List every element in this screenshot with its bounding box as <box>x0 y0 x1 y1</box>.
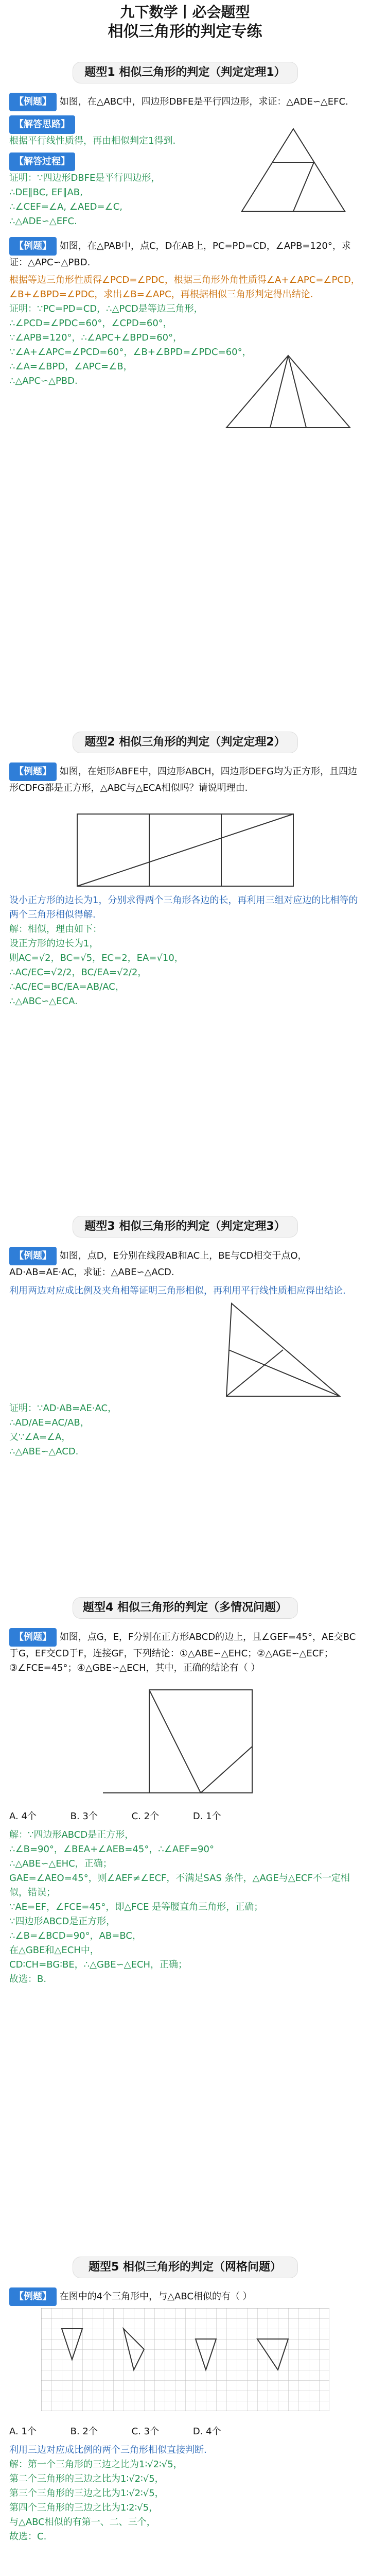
think-text: 利用两边对应成比例及夹角相等证明三角形相似，再利用平行线性质相应得出结论. <box>9 1285 346 1296</box>
option-a: A. 1个 <box>9 2426 37 2437</box>
proof-line-5: 故选：C. <box>9 2531 47 2542</box>
variant-proof-0: 证明：∵PC=PD=CD，∴△PCD是等边三角形， <box>9 303 203 314</box>
section-4 <box>0 1597 370 1987</box>
option-b: B. 3个 <box>70 1811 98 1822</box>
proof-line-2: 又∵∠A=∠A， <box>9 1432 71 1443</box>
topic-title: 题型5 相似三角形的判定（网格问题） <box>73 2257 298 2278</box>
section-2 <box>0 732 370 1009</box>
proof-badge: 【解答过程】 <box>9 152 75 171</box>
proof-line-1: ∴∠B=90°，∠BEA+∠AEB=45°，∴∠AEF=90° <box>9 1844 214 1855</box>
think-text: 根据平行线性质得，再由相似判定1得到. <box>9 135 176 146</box>
variant-proof-2: ∵∠APB=120°，∴∠APC+∠BPD=60°， <box>9 332 183 343</box>
proof-line-6: ∴∠B=∠BCD=90°，AB=BC， <box>9 1930 142 1941</box>
variant-proof-4: ∴∠A=∠BPD，∠APC=∠B， <box>9 361 133 372</box>
option-b: B. 2个 <box>70 2426 98 2437</box>
variant-think: 根据等边三角形性质得∠PCD=∠PDC，根据三角形外角性质得∠A+∠APC=∠PCD，∠B+∠BPD=∠PDC，求出∠B=∠APC，再根据相似三角形判定得出结论. <box>9 275 360 300</box>
section-1 <box>0 62 370 388</box>
triangle-abc-figure <box>216 1293 350 1406</box>
example-badge: 【例题】 <box>9 1628 57 1647</box>
example-body: 在图中的4个三角形中，与△ABC相似的有（ ） <box>59 2291 252 2302</box>
proof-line-4: ∴AC/EC=BC/EA=AB/AC， <box>9 981 125 992</box>
option-d: D. 1个 <box>192 1811 221 1822</box>
example-body: 如图，在△ABC中，四边形DBFE是平行四边形，求证：△ADE∽△EFC. <box>59 96 348 107</box>
think-badge: 【解答思路】 <box>9 115 75 134</box>
proof-line-2: ∴△ABE∽△EHC，正确； <box>9 1858 112 1869</box>
proof-line-1: 第二个三角形的三边之比为1∶√2∶√5， <box>9 2473 164 2484</box>
proof-line-0: 证明：∵四边形DBFE是平行四边形， <box>9 173 161 183</box>
example-badge: 【例题】 <box>9 1247 57 1265</box>
header-title: 九下数学丨必会题型 <box>120 4 250 21</box>
variant-proof-5: ∴△APC∽△PBD. <box>9 376 78 386</box>
proof-line-3: GAE=∠AEO=45°，则∠AEF≠∠ECF，不满足SAS 条件，△AGE与△ECF不一定相似，错误； <box>9 1873 350 1898</box>
square-figure <box>93 1685 278 1808</box>
rectangle-squares-figure <box>72 804 298 896</box>
section-5 <box>0 2257 370 2544</box>
options <box>9 2425 361 2439</box>
example-badge: 【例题】 <box>9 2287 57 2306</box>
proof-line-4: ∵AE=EF，∠FCE=45°，即△FCE 是等腰直角三角形，正确； <box>9 1902 263 1912</box>
triangle-parallelogram-figure <box>237 124 350 216</box>
example-body: 如图，点D，E分别在线段AB和AC上，BE与CD相交于点O，AD·AB=AE·AC，求证：△ABE∽△ACD. <box>9 1250 307 1278</box>
example-badge: 【例题】 <box>9 93 57 111</box>
variant-text: 如图，在△PAB中，点C，D在AB上，PC=PD=CD，∠APB=120°，求证：△APC∽△PBD. <box>9 241 351 268</box>
example-text <box>9 93 361 111</box>
variant-proof-3: ∵∠A+∠APC=∠PCD=60°，∠B+∠BPD=∠PDC=60°， <box>9 347 252 358</box>
proof-line-1: ∴DE∥BC, EF∥AB, <box>9 187 83 198</box>
proof-line-0: 解：相似，理由如下： <box>9 924 102 935</box>
proof-line-3: ∴△ADE∽△EFC. <box>9 216 77 227</box>
topic-title: 题型1 相似三角形的判定（判定定理1） <box>73 62 298 83</box>
variant-proof-1: ∴∠PCD=∠PDC=60°，∠CPD=60°， <box>9 318 172 329</box>
proof-line-5: ∴△ABC∽△ECA. <box>9 996 78 1007</box>
option-d: D. 4个 <box>192 2426 221 2437</box>
proof-line-5: ∵四边形ABCD是正方形， <box>9 1916 116 1927</box>
option-c: C. 3个 <box>131 2426 160 2437</box>
topic-title: 题型4 相似三角形的判定（多情况问题） <box>73 1597 298 1619</box>
proof-line-1: 设正方形的边长为1， <box>9 938 99 949</box>
variant-badge: 【例题】 <box>9 237 57 256</box>
option-c: C. 2个 <box>131 1811 160 1822</box>
section-3 <box>0 1216 370 1459</box>
proof-line-4: 与△ABC相似的有第一、二、三个， <box>9 2517 156 2528</box>
proof-line-1: ∴AD/AE=AC/AB， <box>9 1417 90 1428</box>
header <box>0 0 370 42</box>
topic-title: 题型3 相似三角形的判定（判定定理3） <box>73 1216 298 1238</box>
option-a: A. 4个 <box>9 1811 37 1822</box>
grid-figure <box>41 2308 329 2411</box>
proof-line-8: CD∶CH=BG∶BE，∴△GBE∽△ECH，正确； <box>9 1959 188 1970</box>
proof-line-2: 第三个三角形的三边之比为1∶√2∶√5， <box>9 2488 164 2499</box>
think-text: 设小正方形的边长为1，分别求得两个三角形各边的长，再利用三组对应边的比相等的两个三角形相似得解. <box>9 895 358 920</box>
example-body: 如图，点G，E，F分别在正方形ABCD的边上，且∠GEF=45°，AE交BC于G，EF交CD于F，连接GF，下列结论：①△ABE∽△EHC；②△AGE∽△ECF；③∠FCE=45°；④△GBE∽△ECH，其中，正确的结论有（ ） <box>9 1632 356 1673</box>
proof-line-3: ∴AC/EC=√2/2，BC/EA=√2/2， <box>9 967 147 978</box>
options <box>9 1809 361 1824</box>
proof-line-3: ∴△ABE∽△ACD. <box>9 1446 79 1457</box>
proof-line-3: 第四个三角形的三边之比为1∶2∶√5， <box>9 2502 158 2513</box>
proof-line-2: 则AC=√2，BC=√5，EC=2，EA=√10， <box>9 953 184 963</box>
think-text: 利用三边对应成比例的两个三角形相似直接判断. <box>9 2445 207 2455</box>
proof-line-2: ∴∠CEF=∠A, ∠AED=∠C, <box>9 201 123 212</box>
triangle-pab-figure <box>221 350 355 433</box>
topic-title: 题型2 相似三角形的判定（判定定理2） <box>73 732 298 753</box>
proof-line-7: 在△GBE和△ECH中， <box>9 1945 99 1956</box>
proof-line-0: 解：第一个三角形的三边之比为1∶√2∶√5， <box>9 2459 183 2470</box>
proof-line-0: 解：∵四边形ABCD是正方形， <box>9 1829 134 1840</box>
example-badge: 【例题】 <box>9 762 57 781</box>
header-subtitle: 相似三角形的判定专练 <box>108 23 262 41</box>
proof-line-9: 故选：B. <box>9 1974 47 1985</box>
proof-line-0: 证明：∵AD·AB=AE·AC， <box>9 1403 117 1414</box>
example-body: 如图，在矩形ABFE中，四边形ABCH，四边形DEFG均为正方形，且四边形CDFG都是正方形，△ABC与△ECA相似吗？请说明理由. <box>9 766 358 793</box>
